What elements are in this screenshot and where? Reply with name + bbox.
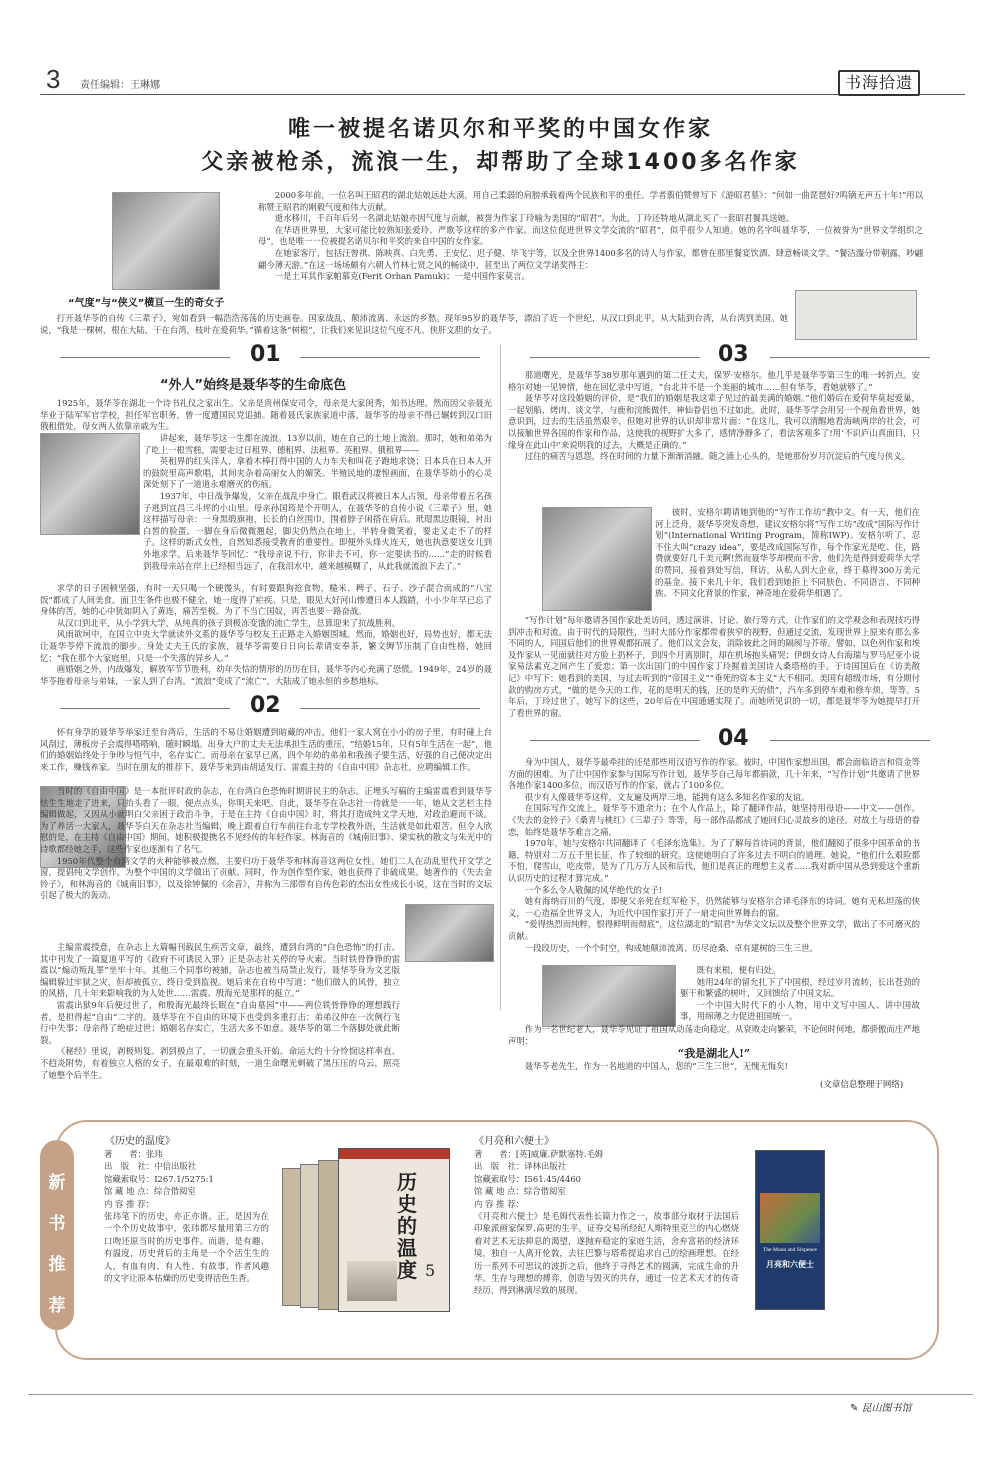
book1-info xyxy=(104,1148,274,1210)
s4-text-b xyxy=(680,965,920,1023)
footer-rule xyxy=(28,1394,973,1395)
paragraph: 一个多么令人敬佩的风华绝代的女子! xyxy=(524,884,663,895)
paragraph: 1970年，她与安格尔共同翻译了《毛泽东选集》。为了了解每首诗词的背景，他们翻阅了很多中国革命的书籍，特别对二万五千里长征，作了较细的研究。这使她明白了许多过去不明白的道理。她说，“他们什么艰险都不怕，爬雪山，吃皮带，是为了几万万人民和后代，他们是真正的理想主义者……我对新中国从恐到爱这个重新认识历史的过程才算完成。” xyxy=(508,838,920,883)
book-info-sep: ： xyxy=(145,1161,155,1172)
couple-photo xyxy=(542,507,652,611)
section-01-rule-left xyxy=(60,357,230,358)
paragraph: 画婚姻之外，内战爆发，解放军节节胜利，幼年失怙的情形的历历在目，聂华苓内心充满了恐慌。1949年，24岁的聂华苓拖着母亲与弟妹，一家人到了台湾。“流浪”变成了“流亡”，大陆成了她永恒的乡愁地标。 xyxy=(40,664,492,686)
section-04-rule-left xyxy=(530,740,700,741)
book-info-row xyxy=(474,1198,744,1210)
book2-info xyxy=(474,1148,744,1210)
paragraph: 1950年代整个台湾文学的火种能够被点燃，主要归功于聂华苓和林海音这两位女性。她们二人在动乱里代开文学之窗，提倡纯文学创作，为整个中国的文学做出了贡献。同时，作为创作型作家，她也获得了非硫成果。她著作的《失去金铃子》，和林海音的《城南旧事》，以及徐钟佩的《余音》，并称为三部带有自传色彩的杰出女性成长小说，这在当时的文坛引起了极大的轰动。 xyxy=(40,855,492,901)
paragraph: 既有来根，便有归处。 xyxy=(696,965,781,975)
paragraph: 一段段历史，一个个时空，构成她颠沛流离、历尽沧桑、卓有建树的三生三世。 xyxy=(524,942,818,953)
source-note: (文章信息整理于网络) xyxy=(820,1080,904,1090)
paragraph: 雷震出狱9年后便过世了，和殷海光最终长眠在“自由墓园”中——两位铁骨铮铮的理想践行者，是担得起“自由”二字的。聂华苓在不自由的环境下也受到多重打击：弟弟汉仲在一次例行飞行中失事；母亲得了绝症过世；婚姻名存实亡，生活大多不如意。聂华苓的第二个落脚处就此断裂。 xyxy=(40,999,400,1045)
paragraph: 英租界的红头洋人，拿着木棒打得中国的人力车夫和叫花子跑地求饶；日本兵在日本人开的鼓院里高声歌唱，其间夹杂着高丽女人的媚笑。半殖民地的凄惶画面，在聂华苓幼小的心灵深处刻下了一道道永难磨灭的伤痕。 xyxy=(143,456,492,490)
s4-last xyxy=(508,1061,920,1073)
book-info-row xyxy=(104,1198,274,1210)
book-info-row xyxy=(104,1160,274,1172)
book-info-value: I561.45/4460 xyxy=(524,1173,581,1184)
paragraph: 1925年，聂华苓在湖北一个诗书礼仪之家出生。父亲是贵州保安司令，母亲是大家闺秀，知书达理。然而因父亲聂光华业于陆军军官学校，担任军官职务，曾一度遭国民党追捕。随着聂氏家族家道中落，聂华苓的母亲不得已辗转到汉口旧俄租借处，母女两人依靠亲戚为生。 xyxy=(40,398,492,432)
recommend-tab xyxy=(40,1140,74,1330)
quote-line: “我是湖北人!” xyxy=(677,1047,751,1060)
section-02-rule-right xyxy=(300,708,480,709)
book-info-sep: ： xyxy=(507,1149,516,1159)
book-info-key: 馆藏索取号 xyxy=(104,1173,146,1184)
book-info-key: 馆藏索取号 xyxy=(474,1173,516,1184)
header-rule xyxy=(40,94,965,95)
paragraph: 一是土耳其作家帕慕克(Ferit Orhan Pamuk)；一是中国作家莫言。 xyxy=(274,271,530,282)
paragraph: 聂华苓对这段婚姻的评价，是“我们的婚姻是我这辈子见过的最美满的婚姻。”他们婚后在爱荷华莫起爱巢，一起划船、烤肉、谈文学，与鹿和浣熊做伴，神仙眷侣也不过如此。此时，聂华苓学会用另一个视角看世界，她意识到，过去的生活虽然艰辛，但她对世界的认识却非常片面：“在这儿，我可以清醒地看海峡两岸的社会，可以接触世界各国的作家和作品，这使我的视野扩大多了，感情净静多了，看法客观多了!用‘不识庐山真面目，只缘身在此山中’来说明我的过去，大概是正确的。” xyxy=(508,393,920,450)
book2-desc-text: 《月亮和六便士》是毛姆代表性长篇力作之一，故事部分取材于法国后印象派画家保罗.高更的生平。证券交易所经纪人斯特里克兰的内心燃烧着对艺术无法抑息的渴望，遂抛弃稳定的家庭生活，舍弃富裕的经济环境，独自一人离开伦敦，去往巴黎与塔希提追求自己的绘画理想。在经历一系列不可思议的波折之后，他终于寻得艺术的圆满，完成生命的升华。生存与理想的搏弈，创造与毁灭的共存，通过一位艺术天才的传奇经历，得到淋漓尽致的展现。 xyxy=(474,1211,739,1296)
section-03-rule-left xyxy=(530,357,700,358)
paragraph: 她用24年的留允扎下了中国根，经过岁月流转，长出苍劲的躯干和繁盛的树叶，又回馈给了中国文坛。 xyxy=(680,976,920,999)
headline-main: 唯一被提名诺贝尔和平奖的中国女作家 xyxy=(287,117,713,142)
book-info-row xyxy=(474,1148,744,1160)
intro-text xyxy=(258,190,923,283)
book1-description xyxy=(104,1210,269,1284)
book-info-sep: ： xyxy=(137,1149,146,1159)
intro-tail-paragraph: 打开聂华苓的自传《三辈子》，宛如看到一幅浩浩荡荡的历史画卷。国家战乱、颠沛流离、永远的乡愁。现年95岁的聂华苓，漂泊了近一个世纪，从汉口到北平，从大陆到台湾，从台湾到美国。她说，“我是一棵树，根在大陆，干在台湾，枝叶在爱荷华。”循着这条“树根”，让我们来见识这位气度不凡、侠肝义胆的女子。 xyxy=(40,313,788,335)
book-info-key: 馆 藏 地 点 xyxy=(104,1186,146,1197)
tab-char: 书 xyxy=(48,1214,66,1234)
book-info-value: 张玮 xyxy=(145,1149,163,1159)
book2-description xyxy=(474,1210,739,1297)
book1-title: 《历史的温度》 xyxy=(105,1136,175,1147)
book-info-key: 出 版 社 xyxy=(474,1161,516,1172)
paragraph: 讲起来，聂华苓这一生都在流浪。13岁以前，她在自己的土地上流浪。那时，她和弟弟为了吃上一根雪糕，需要走过日租界、德租界、法租界、英租界、俄租界—— xyxy=(143,433,492,455)
book1-cover-number: 5 xyxy=(425,1261,436,1280)
book-info-value: 译林出版社 xyxy=(524,1161,567,1172)
section-01-number: 01 xyxy=(250,342,281,367)
paragraph: 一个中国大时代下的小人物，用中文写中国人、讲中国故事，用绵薄之力促进祖国统一。 xyxy=(680,999,920,1022)
book-info-sep: ： xyxy=(515,1173,525,1184)
s1-text-a xyxy=(40,398,492,433)
s2-text-b xyxy=(40,786,492,902)
section-01-title: “外人”始终是聂华苓的生命底色 xyxy=(160,378,347,393)
paragraph: 彼时，安格尔聘请她到他的“写作工作坊”教中文。有一天，他们在河上泛舟，聂华苓突发奇想，建议安格尔将“写作工坊”改成“国际写作计划”(International Writing Program，简称IWP)。安格尔听了，忍不住大叫“crazy idea”，要是改成国际写作，每个作家光是吃、住，路费就要好几千美元啊!然而聂华苓却楔而不舍，他们先是得到爱荷华大学的赞同，接着到处写信，拜访，从私人到大企业，终于募得300万美元的基金。接下来几十年，我们看到她拒上不同肤色、不同语言、不同种族、不同文化背景的作家，神奇地在爱荷华相遇了。 xyxy=(655,507,920,599)
paragraph: 求学的日子困顿坚强，有时一天只喝一个硬馒头，有时要跟狗抢食物，糙米、稗子、石子、沙子混合而成的“八宝饭”都成了人间美食。面卫生条件也极不健全，她一度得了疟疾。只是，眼见大好河山惨遭日本人践踏，小小少年早已忘了身体的苦，她的心中犹如阴入了黄连，痛苦至极。为了不当亡国奴，再苦也要一路奋战。 xyxy=(40,583,492,617)
section-02-number: 02 xyxy=(250,693,281,718)
book1-cover-title: 历史的温度 xyxy=(397,1170,417,1282)
library-logo xyxy=(850,1399,912,1414)
book-info-sep: ： xyxy=(515,1161,525,1172)
s1-text-c xyxy=(40,583,492,687)
book2-cover xyxy=(755,1150,825,1310)
paragraph: 主编雷震授意，在杂志上大篇幅刊载民生疾苦文章，最终，遭到台湾的“白色恐怖”的打击。其中刊发了一篇夏道平写的《政府不可诱民入罪》正是杂志社关停的导火索。当时铁骨铮铮的雷震以“煽动叛乱罪”坐牢十年。其他三个同事均被捕，杂志也被当局禁止发行，聂华苓身为文艺版编辑躲过牢狱之灾，但却被孤立，终日受到监视。她后来在自传中写道：“他们做人的风骨，独立的风格，几十年来影响我的为人处世……雷震、殷海光是那样的挺立。” xyxy=(40,942,400,999)
book2-cover-en: The Moon and Sixpence xyxy=(763,1247,817,1253)
s3-text-a xyxy=(508,370,920,463)
book-info-key: 著 者 xyxy=(104,1149,138,1159)
section-01-rule-right xyxy=(300,357,480,358)
tab-char: 新 xyxy=(48,1173,66,1193)
book-info-key: 出 版 社 xyxy=(104,1161,146,1172)
library-name: 昆山图书馆 xyxy=(861,1403,912,1414)
book-info-value: I267.1/5275:1 xyxy=(154,1173,214,1184)
book1-cover xyxy=(338,1148,450,1312)
book-info-row xyxy=(474,1160,744,1172)
book-info-row xyxy=(104,1173,274,1185)
book-info-sep: ： xyxy=(145,1173,155,1184)
paragraph: 那道曙光，是聂华苓38岁那年遇到的第二任丈夫，保罗·安格尔。他几乎是聂华苓第三生的唯一转折点。安格尔对她一见钟情，他在回忆录中写道，“台北并不是一个美丽的城市……但有华苓，看她就够了。” xyxy=(508,370,920,392)
paragraph: 风雨欲坷中，在国立中央大学就读外文系的聂华苓与校友王正路走入婚姻围城。然而，婚姻也好，局势也好，都无法让聂华苓停下流浪的脚步。身处丈夫王氏的家族，聂华苓需要日日向长辈请安奉茶，繁文缛节压制了自由性格，她回忆：“我在那个大家庭里，只是一个失落的异乡人。” xyxy=(40,629,492,663)
s2-text-a xyxy=(40,727,492,773)
paragraph: 2000多年前，一位名叫王昭君的湖北姑娘远赴大漠，用自己柔弱的肩膀承载着两个民族和平的重任。学者翦伯赞曾写下《游昭君墓》：“何如一曲琵琶好?鸣镝无声五十年!”用以称赞王昭君的刚毅气度和伟大贡献。 xyxy=(258,190,923,212)
book-info-key: 馆 藏 地 点 xyxy=(474,1186,516,1197)
book-info-row xyxy=(104,1148,274,1160)
book2-cover-art xyxy=(760,1193,820,1243)
s4-text-a xyxy=(508,757,920,954)
paragraph: 在她家客厅，包括汪曾祺、陈映真、白先勇、王安忆、迟子健、毕飞宇等，以及全世界1400多名的诗人与作家，都曾在那里餐宴饮酒、肆意畅谈文学。“餐洁瀣分带朝露，吵翩翩今薄天游。”在这一场场颇有六朝人竹林七贤之风的畅谈中，甚至出了两位文学诺奖得主： xyxy=(258,247,923,270)
childhood-photo xyxy=(40,433,140,535)
book-info-value: 中信出版社 xyxy=(154,1161,197,1172)
book-info-key: 著 者 xyxy=(474,1149,508,1159)
portrait-caption: “气度”与“侠义”横亘一生的奇女子 xyxy=(68,298,225,309)
s3-text-c xyxy=(508,615,920,719)
book-info-sep: ： xyxy=(145,1186,154,1197)
book-info-key: 内 容 推 荐 xyxy=(104,1198,146,1209)
paragraph: “写作计划”每年邀请各国作家赴美访问，透过演讲、讨论、旅行等方式，让作家们的文学观念和表现技巧得到冲击和对流。由于时代的局限性，当时大部分作家都带着狭窄的视野，但通过交流，发现世界上原来有那么多不同的人，同国后他们的世界观都拓展了。他们以文会友，消除彼此之间的隔阂与芥蒂。譬如，以色列作家和埃及作家从一见面就往对方脸上扔杯子，到四个月离别时，却在机场抱头痛哭；伊朗女诗人台海瑞与罗马尼亚小说家易法素克之间产生了爱恋；第一次出国门的中国作家丁玲握着美国诗人桑塔格的手。于诗国国后在《访美散记》中写下：她看到的美国，与过去听到的“帝国主义”“垂死的资本主义”大不相同。美国有超级市场，有分期付款的购房方式，“做的是今天的工作，花的是明天的钱，还的是昨天的债”，汽车多到停车难和修车烦，等等。5年后，丁玲过世了，她写下的这些，20年后在中国通通实现了。而她所见识的一切，都是聂华苓为她提早打开了看世界的窗。 xyxy=(508,615,920,718)
book-info-row xyxy=(474,1173,744,1185)
library-icon: ✎ xyxy=(850,1403,862,1414)
paragraph: 逝水移川，千百年后另一名湖北姑娘亦因气度与贡献，被誉为作家丁玲喻为美国的“昭君”。为此，丁玲还特地从湖北买了一套昭君餐具送她。 xyxy=(274,213,795,224)
book1-desc-text: 张玮笔下的历史，亦正亦谐。正，是因为在一个个历史故事中，张玮都尽量用第三方的口吻还原当时的历史事件。而谐，是有趣、有温度，历史背后的主角是一个个活生生的人，有血有肉、有人性、有故事，作者风趣的文字让原本枯燥的历史变得活色生香。 xyxy=(104,1211,269,1284)
paragraph: 从汉口到北平，从小学到大学，从纯真的孩子到极冻变饿的流亡学生，总算迎来了抗战胜利。 xyxy=(56,617,401,628)
intro-tail xyxy=(40,313,788,336)
book-info-value: 综合借阅室 xyxy=(523,1186,566,1197)
book-page-photo xyxy=(795,290,917,340)
headline-sub: 父亲被枪杀，流浪一生，却帮助了全球1400多名作家 xyxy=(201,150,800,175)
paragraph: 过往的痛苦与恩怨，终在时间的力量下渐渐消融。随之涌上心头的，是她那份岁月沉淀后的气度与侠义。 xyxy=(524,451,911,462)
section-04-rule-right xyxy=(770,740,930,741)
book-info-row xyxy=(104,1185,274,1197)
book1-cover-band xyxy=(339,1149,449,1159)
paragraph: 《秘经》里说，剥极则复。剥到极点了，一切就会重头开始。命运大约十分怜悯这样率直、不趋炎附势，有着独立人格的女子，在最艰难的时刻，一道生命曙光刺破了黑压压的乌云，照亮了她整个后半生。 xyxy=(40,1046,400,1080)
tab-char: 推 xyxy=(48,1255,66,1275)
s4-text-c xyxy=(508,1024,920,1047)
tab-char: 荐 xyxy=(48,1296,66,1316)
s2-text-c xyxy=(40,942,400,1081)
paragraph: 她有海纳百川的气度，即便父亲死在红军枪下，仍然能够与安格尔合译毛泽东的诗词。她有无私坦荡的侠义，一心造福全世界文人，为近代中国作家打开了一扇走向世界舞台的窗。 xyxy=(508,896,920,918)
paragraph: 很少有人像聂华苓这样，文友遍及两岸三地，能拥有这么多知名作家的友谊。 xyxy=(524,791,810,802)
paragraph: “爱得热烈而纯粹，恨得鲜明而彻底”，这位湖北的“昭君”为华文文坛以及整个世界文学，做出了不可磨灭的贡献。 xyxy=(508,919,920,941)
page-number: 3 xyxy=(46,64,61,94)
paragraph: 身为中国人，聂华苓最牵挂的还是那些用汉语写作的作家。彼时，中国作家想出国，都会面临语言和资金等方面的困难。为了让中国作家参与国际写作计划，聂华苓自己每年都捐款，几十年来，“写作计划”共邀请了世界各地作家1400多位，而汉语写作的作家，就占了100多位。 xyxy=(508,757,920,791)
editor-credit: 责任编辑：王琳娜 xyxy=(80,80,160,91)
book-info-row xyxy=(474,1185,744,1197)
section-02-rule-left xyxy=(60,708,230,709)
s1-text-b xyxy=(143,433,492,572)
book-info-value: [英]威廉.萨默塞特.毛姆 xyxy=(515,1149,604,1159)
book2-cover-title: 月亮和六便士 xyxy=(766,1259,814,1269)
paragraph: 当时的《自由中国》是一本批评时政的杂志，在台湾白色恐怖时期讲民主的杂志。正埋头写稿的主编雷震看到聂华苓怯生生地走了进来，只抬头看了一眼，便点点头，你明天来吧。自此，聂华苓在杂志社一待就是一一年，她从文艺栏主持编辑做起，又因从小就明白父亲困于政治斗争，于是在主持《自由中国》时，将其打造成纯文学天地，对政治避而不谈。为了养活一大家人，聂华苓白天在杂志社当编辑，晚上跟着自行车前往台北专学校教外语，生活就是如此艰苦。但令人欣慰的是，在主持《自由中国》期间，她积极提携名不见经传的年轻作家。林海音的《城南旧事》、梁实秋的散文与朱光中的诗歌都经她之手，这些作家也逐渐有了名气。 xyxy=(40,786,492,854)
column-name: 书海拾遗 xyxy=(838,70,920,96)
portrait-photo xyxy=(112,192,220,290)
section-03-number: 03 xyxy=(718,342,749,367)
three-portraits-photo xyxy=(542,965,676,1027)
paragraph: 1937年，中日战争爆发，父亲在战乱中身亡。眼看武汉将被日本人占领，母亲带着五名孩子逃到宜昌三斗坪的小山里。母亲孙国筠是个开明人，在聂华苓的自传小说《三辈子》里，她这样描写母亲：一身黑缎旗袍，长长的白丝围巾，围着脖子闲搭在肩后。玳瑁黑边眼镜，衬出白皙的脸蛋。一脚在身后微微翘起，脚尖仍然点在地上，半转身微笑着，要走又走不了的样子。这样的新式女性，自然知悉接受教育的重要性。即便外头烽火连天，她也执意要送女儿到外地求学。后来聂华苓回忆：“我母亲说不行，你非去不可，你一定要读书的……”走的时候看到我母亲站在岸上已经相当远了，在我泪水中，越来越模糊了，从此我就流浪下去了。” xyxy=(143,490,492,571)
book-info-value: 综合借阅室 xyxy=(153,1186,196,1197)
book2-title: 《月亮和六便士》 xyxy=(474,1136,554,1147)
book1-cover-art xyxy=(347,1261,397,1301)
book-info-key: 内 容 推 荐 xyxy=(474,1198,516,1209)
paragraph: 怀有身孕的聂华苓举家迁至台湾后，生活的不易让婚姻遭到暗藏的冲击。他们一家人窝在小小的房子里，有时碰上台风刮过，薄板房子会震得嗒嗒响，随时瞬塌。出身大户的丈夫无法承担生活的重压，“结婚15年，只有5年生活在一起”，他们的婚姻始终处于争吵与恒气中，名存实亡。而母亲在家早已离，四个年幼的弟弟和我孩子要生活，好强的自己便决定出来工作，赚钱养家。当时在朋友的推荐下，聂华苓来到由胡适发行、雷震主持的《自由中国》杂志社，应聘编辑工作。 xyxy=(40,727,492,772)
book-info-sep: ： xyxy=(515,1186,524,1197)
section-04-number: 04 xyxy=(718,726,749,751)
s3-text-b xyxy=(655,507,920,600)
paragraph: 作为一名世纪老人，聂华苓见证了祖国从动荡走向稳定，从衰败走向繁荣，不论何时何地，都骄傲而庄严地声明： xyxy=(508,1024,920,1046)
paragraph: 在国际写作交流上，聂华苓不遗余力；在个人作品上，除了翻译作品，她坚持用母语——中文——创作。《失去的金铃子》《桑青与桃红》《三辈子》等等，每一部作品都成了她回归心灵故乡的途径。对故土与母语的眷恋，始终是聂华苓难言之痛。 xyxy=(508,803,920,837)
section-03-rule-right xyxy=(770,357,930,358)
book-info-sep: ： xyxy=(145,1198,154,1209)
s4-last-paragraph: 聂华苓老先生，作为一名地道的中国人，您的“三生三世”，无愧无悔矣! xyxy=(524,1061,788,1071)
group-photo xyxy=(405,904,494,962)
book-info-sep: ： xyxy=(515,1198,524,1209)
paragraph: 在华语世界里，大家可能比较熟知张爱玲、严歌苓这样的多产作家。而这位促进世界文学交流的“昭君”，似乎很少人知道。她的名字叫聂华苓，一位被誉为“世界文学组织之母”，也是唯一一位被提名诺贝尔和平奖的来自中国的女作家。 xyxy=(258,224,923,247)
column-divider xyxy=(500,345,501,1010)
